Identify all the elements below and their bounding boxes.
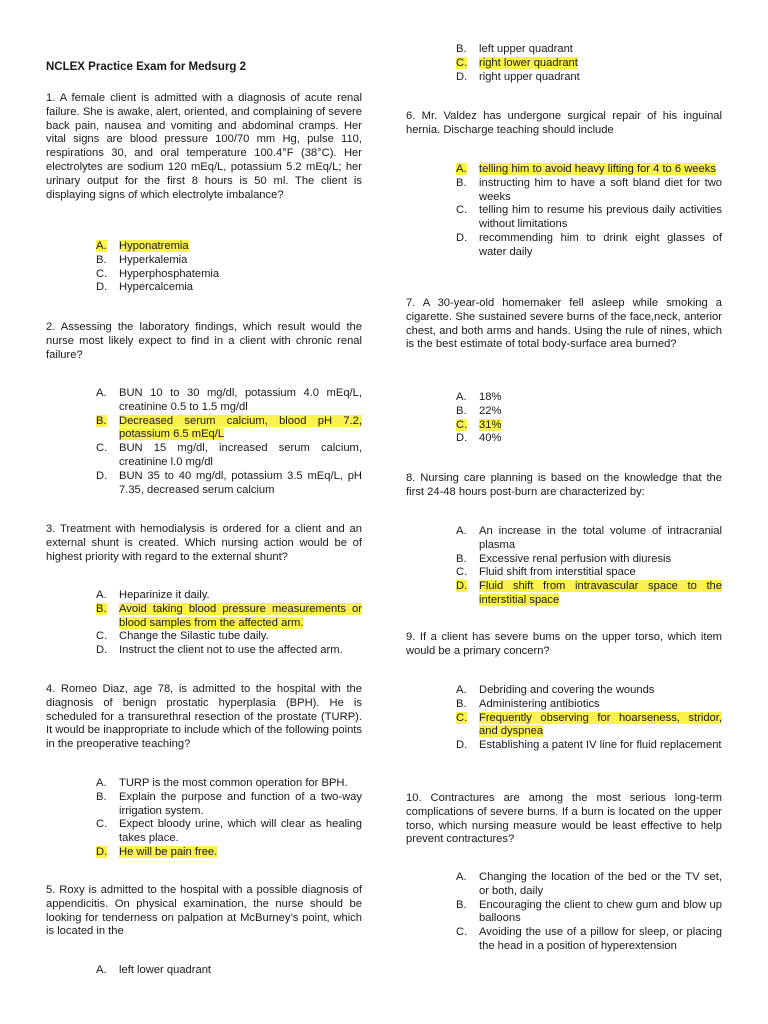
question-5: 5. Roxy is admitted to the hospital with a possible diagnosis of appendicitis. On physical examination, the nurse should be looking for tenderness on palpation at McBurney’s point, which is located in the xyxy=(46,884,362,938)
option-text: Hyperphosphatemia xyxy=(119,267,220,280)
option-text: Instruct the client not to use the affected arm. xyxy=(119,644,343,657)
answer-option xyxy=(96,964,362,978)
answer-option xyxy=(96,268,362,282)
option-letter: C. xyxy=(456,711,468,724)
option-letter: B. xyxy=(96,790,107,803)
option-letter: C. xyxy=(456,204,468,217)
option-text: right upper quadrant xyxy=(479,70,580,83)
option-text: instructing him to have a soft bland diet for two weeks xyxy=(479,176,722,203)
option-letter: D. xyxy=(96,281,108,294)
option-letter: D. xyxy=(96,644,108,657)
option-letter: A. xyxy=(456,871,467,883)
options-4 xyxy=(96,777,362,860)
options-2 xyxy=(96,387,362,497)
answer-option xyxy=(96,644,362,658)
option-letter: B. xyxy=(456,898,467,911)
answer-option xyxy=(96,470,362,498)
option-letter: C. xyxy=(456,926,468,939)
option-letter: A. xyxy=(96,964,107,976)
answer-option xyxy=(456,684,722,698)
question-6: 6. Mr. Valdez has undergone surgical repair of his inguinal hernia. Discharge teaching should include xyxy=(406,110,722,136)
option-letter: C. xyxy=(96,442,108,455)
option-letter: D. xyxy=(456,231,468,244)
option-text: Changing the location of the bed or the TV set, or both, daily xyxy=(479,871,722,897)
option-letter: A. xyxy=(456,525,467,537)
option-text: telling him to resume his previous daily activities without limitations xyxy=(479,204,722,231)
answer-option xyxy=(96,603,362,631)
option-text: 40% xyxy=(479,432,502,445)
answer-option xyxy=(456,419,722,433)
option-text: Explain the purpose and function of a two-way irrigation system. xyxy=(119,790,362,817)
answer-option xyxy=(456,739,722,753)
option-text: He will be pain free. xyxy=(119,845,218,858)
option-letter: A. xyxy=(96,589,107,601)
question-9: 9. If a client has severe bums on the upper torso, which item would be a primary concern? xyxy=(406,631,722,657)
option-letter: C. xyxy=(456,418,468,431)
option-letter: A. xyxy=(96,240,107,252)
answer-option xyxy=(456,580,722,608)
option-text: Fluid shift from intravascular space to the interstitial space xyxy=(479,580,722,606)
answer-option xyxy=(456,232,722,260)
option-letter: B. xyxy=(456,404,467,417)
question-10: 10. Contractures are among the most serious long-term complications of severe burns. If a burn is located on the upper torso, which nursing measure would be least effective to help prevent contractures? xyxy=(406,792,722,846)
option-text: right lower quadrant xyxy=(479,56,578,69)
option-letter: D. xyxy=(456,432,468,445)
option-text: Avoiding the use of a pillow for sleep, or placing the head in a position of hyperextension xyxy=(479,926,722,952)
answer-option xyxy=(96,415,362,443)
answer-option xyxy=(456,43,722,57)
answer-option xyxy=(96,818,362,846)
option-letter: C. xyxy=(456,56,468,69)
option-text: Hyperkalemia xyxy=(119,253,188,266)
option-text: 18% xyxy=(479,391,502,403)
page-title: NCLEX Practice Exam for Medsurg 2 xyxy=(46,61,247,73)
option-letter: B. xyxy=(96,602,107,615)
option-letter: B. xyxy=(456,552,467,565)
options-9 xyxy=(456,684,722,753)
option-letter: C. xyxy=(96,818,108,831)
answer-option xyxy=(456,553,722,567)
question-3: 3. Treatment with hemodialysis is ordered for a client and an external shunt is created. Which nursing action would be of highest priority with regard to the external shunt? xyxy=(46,523,362,563)
option-letter: C. xyxy=(96,267,108,280)
question-8: 8. Nursing care planning is based on the knowledge that the first 24-48 hours post-burn are characterized by: xyxy=(406,472,722,498)
answer-option xyxy=(96,630,362,644)
option-text: Hyponatremia xyxy=(119,240,189,252)
option-letter: B. xyxy=(96,253,107,266)
question-2: 2. Assessing the laboratory findings, which result would the nurse most likely expect to find in a client with chronic renal failure? xyxy=(46,321,362,361)
answer-option xyxy=(96,281,362,295)
option-letter: C. xyxy=(456,566,468,579)
answer-option xyxy=(456,871,722,899)
option-letter: D. xyxy=(96,469,108,482)
option-text: Establishing a patent IV line for fluid replacement xyxy=(479,739,722,752)
answer-option xyxy=(456,163,722,177)
answer-option xyxy=(456,432,722,446)
option-letter: C. xyxy=(96,630,108,643)
answer-option xyxy=(96,589,362,603)
option-text: Avoid taking blood pressure measurements or blood samples from the affected arm. xyxy=(119,602,362,629)
answer-option xyxy=(96,387,362,415)
answer-option xyxy=(456,926,722,954)
answer-option xyxy=(456,71,722,85)
answer-option xyxy=(96,254,362,268)
option-letter: B. xyxy=(456,43,467,55)
option-letter: A. xyxy=(96,387,107,399)
option-text: BUN 10 to 30 mg/dl, potassium 4.0 mEq/L, creatinine 0.5 to 1.5 mg/dl xyxy=(119,387,362,413)
option-text: Encouraging the client to chew gum and blow up balloons xyxy=(479,898,722,925)
answer-option xyxy=(456,566,722,580)
option-letter: D. xyxy=(456,70,468,83)
option-text: 22% xyxy=(479,404,502,417)
option-text: left upper quadrant xyxy=(479,43,573,55)
options-1 xyxy=(96,240,362,295)
answer-option xyxy=(96,846,362,860)
option-letter: A. xyxy=(456,391,467,403)
answer-option xyxy=(456,177,722,205)
answer-option xyxy=(456,405,722,419)
options-10 xyxy=(456,871,722,954)
option-text: Fluid shift from interstitial space xyxy=(479,566,636,579)
answer-option xyxy=(456,698,722,712)
question-1: 1. A female client is admitted with a diagnosis of acute renal failure. She is awake, alert, oriented, and complaining of severe back pain, nausea and vomiting and abdominal cramps. Her vital signs are blood pressure 100/70 mm Hg, pulse 110, respirations 30, and oral temperature 100.4°F (38°C). Her electrolytes are sodium 120 mEq/L, potassium 5.2 mEq/L; her urinary output for the first 8 hours is 50 ml. The client is displaying signs of which electrolyte imbalance? xyxy=(46,92,362,201)
option-letter: B. xyxy=(456,697,467,710)
options-7 xyxy=(456,391,722,446)
option-text: recommending him to drink eight glasses of water daily xyxy=(479,231,722,258)
answer-option xyxy=(96,442,362,470)
option-text: Hypercalcemia xyxy=(119,281,193,294)
answer-option xyxy=(456,525,722,553)
option-letter: D. xyxy=(456,580,468,593)
answer-option xyxy=(96,777,362,791)
options-5b xyxy=(456,43,722,84)
option-text: Change the Silastic tube daily. xyxy=(119,630,269,643)
options-6 xyxy=(456,163,722,260)
option-text: Expect bloody urine, which will clear as healing takes place. xyxy=(119,818,362,845)
option-text: TURP is the most common operation for BPH. xyxy=(119,777,348,789)
option-text: Frequently observing for hoarseness, stridor, and dyspnea xyxy=(479,711,722,738)
option-text: An increase in the total volume of intracranial plasma xyxy=(479,525,722,551)
option-text: telling him to avoid heavy lifting for 4 to 6 weeks xyxy=(479,163,716,175)
option-letter: A. xyxy=(96,777,107,789)
options-3 xyxy=(96,589,362,658)
answer-option xyxy=(456,899,722,927)
answer-option xyxy=(456,204,722,232)
answer-option xyxy=(96,791,362,819)
option-text: Administering antibiotics xyxy=(479,697,600,710)
option-letter: A. xyxy=(456,684,467,696)
option-letter: B. xyxy=(456,176,467,189)
option-text: BUN 15 mg/dl, increased serum calcium, creatinine l.0 mg/dl xyxy=(119,442,362,468)
option-letter: B. xyxy=(96,414,107,427)
answer-option xyxy=(456,57,722,71)
question-4: 4. Romeo Diaz, age 78, is admitted to the hospital with the diagnosis of benign prostatic hyperplasia (BPH). He is scheduled for a transurethral resection of the prostate (TURP). It would be inappropriate to include which of the following points in the preoperative teaching? xyxy=(46,683,362,751)
answer-option xyxy=(456,391,722,405)
option-text: Debriding and covering the wounds xyxy=(479,684,655,696)
option-text: BUN 35 to 40 mg/dl, potassium 3.5 mEq/L, pH 7.35, decreased serum calcium xyxy=(119,469,362,496)
option-text: Decreased serum calcium, blood pH 7.2, potassium 6.5 mEq/L xyxy=(119,414,362,441)
option-letter: D. xyxy=(96,845,108,858)
answer-option xyxy=(456,712,722,740)
option-letter: D. xyxy=(456,739,468,752)
option-text: Excessive renal perfusion with diuresis xyxy=(479,552,672,565)
options-8 xyxy=(456,525,722,608)
answer-option xyxy=(96,240,362,254)
option-text: 31% xyxy=(479,418,502,431)
question-7: 7. A 30-year-old homemaker fell asleep while smoking a cigarette. She sustained severe burns of the face,neck, anterior chest, and both arms and hands. Using the rule of nines, which is the best estimate of total body-surface area burned? xyxy=(406,297,722,351)
option-text: left lower quadrant xyxy=(119,964,212,976)
option-text: Heparinize it daily. xyxy=(119,589,210,601)
options-5a xyxy=(96,964,362,978)
option-letter: A. xyxy=(456,163,467,175)
